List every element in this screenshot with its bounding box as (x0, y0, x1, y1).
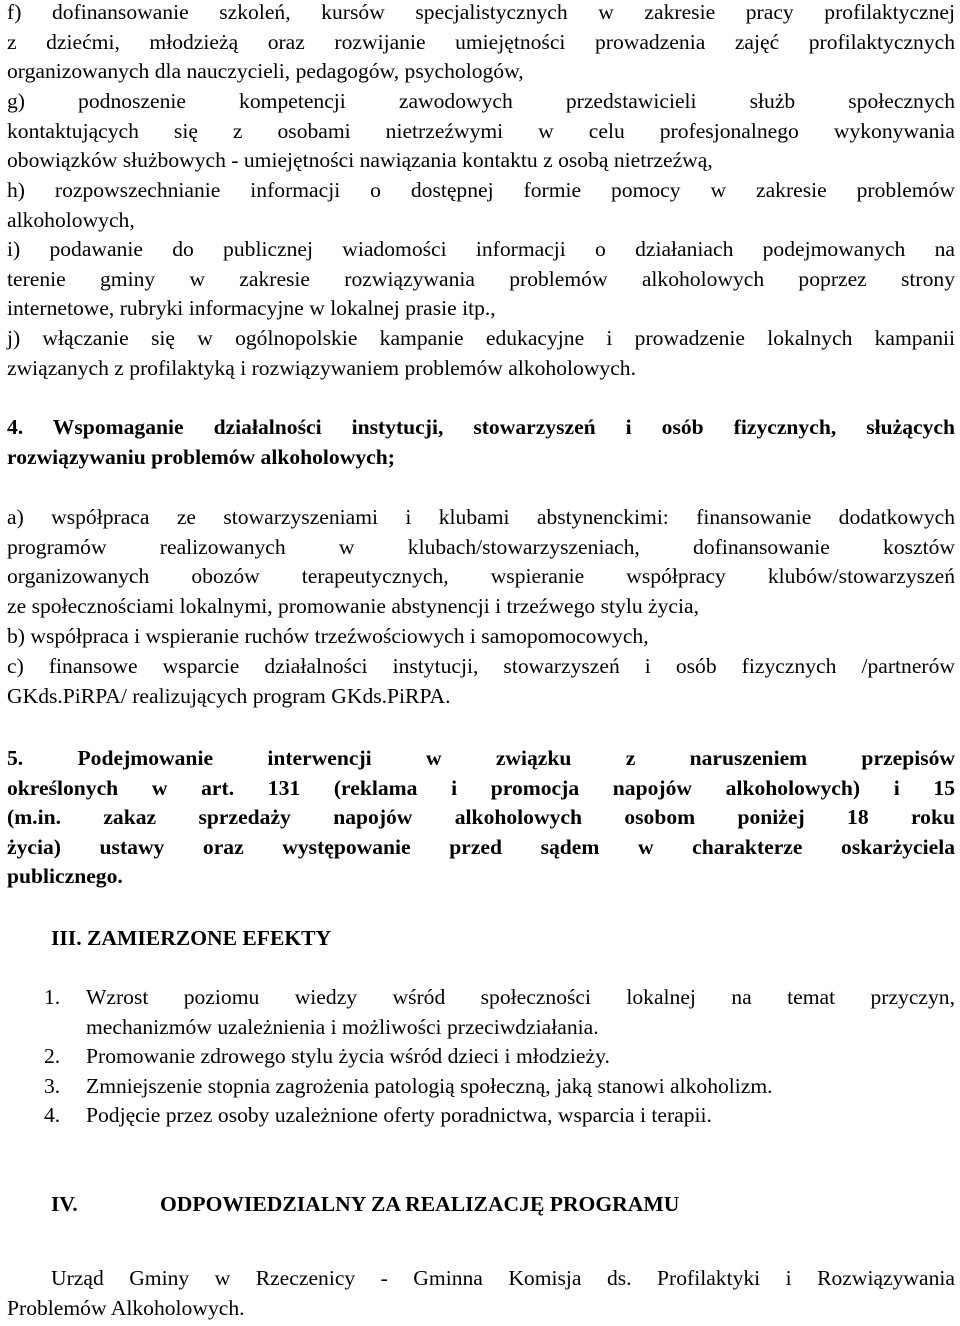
item-4a-line: ze społecznościami lokalnymi, promowanie abstynencji i trzeźwego stylu życia, (7, 593, 699, 618)
item-i-line: internetowe, rubryki informacyjne w lokalnej prasie itp., (7, 296, 496, 321)
item-4c (7, 652, 955, 711)
section-5-line: publicznego. (7, 864, 123, 889)
item-g-line: g) podnoszenie kompetencji zawodowych przedstawicieli służb społecznych (7, 89, 955, 113)
list-item-line: mechanizmów uzależnienia i możliwości przeciwdziałania. (86, 1014, 599, 1039)
section-III-heading (51, 924, 331, 954)
list-item-number: 1. (44, 985, 61, 1009)
item-h-line: h) rozpowszechnianie informacji o dostępnej formie pomocy w zakresie problemów (7, 178, 955, 202)
item-4c-line: GKds.PiRPA/ realizujących program GKds.PiRPA. (7, 683, 451, 708)
section-5-line: (m.in. zakaz sprzedaży napojów alkoholowych osobom poniżej 18 roku (7, 805, 955, 830)
list-item-number: 3. (44, 1073, 61, 1098)
list-item (7, 1042, 955, 1072)
item-j-line: związanych z profilaktyką i rozwiązywaniem problemów alkoholowych. (7, 355, 636, 380)
item-4c-line: c) finansowe wsparcie działalności instytucji, stowarzyszeń i osób fizycznych /partnerów (7, 654, 955, 678)
item-g (7, 87, 955, 176)
section-IV-body-line: Problemów Alkoholowych. (7, 1295, 245, 1320)
list-item-line: Wzrost poziomu wiedzy wśród społeczności lokalnej na temat przyczyn, (86, 985, 955, 1009)
section-5-line: życia) ustawy oraz występowanie przed sądem w charakterze oskarżyciela (7, 834, 955, 859)
section-IV-number: IV. (51, 1192, 78, 1216)
item-4a-line: a) współpraca ze stowarzyszeniami i klubami abstynenckimi: finansowanie dodatkowych (7, 505, 955, 529)
item-h (7, 176, 955, 235)
item-f-line: f) dofinansowanie szkoleń, kursów specjalistycznych w zakresie pracy profilaktycznej (7, 0, 955, 24)
item-i (7, 235, 955, 324)
item-h-line: alkoholowych, (7, 207, 135, 232)
item-g-line: obowiązków służbowych - umiejętności nawiązania kontaktu z osobą nietrzeźwą, (7, 148, 713, 173)
list-item-number: 2. (44, 1044, 61, 1069)
section-4-heading (7, 413, 955, 472)
item-4a-line: organizowanych obozów terapeutycznych, wspieranie współpracy klubów/stowarzyszeń (7, 564, 955, 589)
item-4b-line: b) współpraca i wspieranie ruchów trzeźwościowych i samopomocowych, (7, 624, 649, 648)
effects-list (7, 983, 955, 1131)
item-i-line: i) podawanie do publicznej wiadomości informacji o działaniach podejmowanych na (7, 237, 955, 261)
section-4-heading-line: 4. Wspomaganie działalności instytucji, stowarzyszeń i osób fizycznych, służących (7, 415, 955, 439)
section-IV-body-line: Urząd Gminy w Rzeczenicy - Gminna Komisja ds. Profilaktyki i Rozwiązywania (51, 1266, 955, 1290)
item-g-line: kontaktujących się z osobami nietrzeźwymi w celu profesjonalnego wykonywania (7, 118, 955, 143)
item-j-line: j) włączanie się w ogólnopolskie kampanie edukacyjne i prowadzenie lokalnych kampanii (7, 326, 955, 350)
list-item (7, 1072, 955, 1102)
list-item-number: 4. (44, 1103, 61, 1128)
section-5-line: 5. Podejmowanie interwencji w związku z naruszeniem przepisów (7, 746, 955, 770)
item-4b (7, 622, 955, 652)
item-4a (7, 503, 955, 621)
item-i-line: terenie gminy w zakresie rozwiązywania problemów alkoholowych poprzez strony (7, 266, 955, 291)
list-item-line: Podjęcie przez osoby uzależnione oferty poradnictwa, wsparcia i terapii. (86, 1103, 712, 1128)
section-5-line: określonych w art. 131 (reklama i promocja napojów alkoholowych) i 15 (7, 775, 955, 800)
item-f-line: z dziećmi, młodzieżą oraz rozwijanie umiejętności prowadzenia zajęć profilaktycznych (7, 29, 955, 54)
list-item-line: Promowanie zdrowego stylu życia wśród dzieci i młodzieży. (86, 1044, 610, 1069)
item-f-line: organizowanych dla nauczycieli, pedagogów, psychologów, (7, 59, 524, 84)
section-5-heading (7, 744, 955, 892)
section-III-title: III. ZAMIERZONE EFEKTY (51, 926, 332, 950)
item-4a-line: programów realizowanych w klubach/stowarzyszeniach, dofinansowanie kosztów (7, 534, 955, 559)
section-4-heading-line: rozwiązywaniu problemów alkoholowych; (7, 444, 395, 469)
section-IV-body (7, 1264, 955, 1323)
list-item-line: Zmniejszenie stopnia zagrożenia patologią społeczną, jaką stanowi alkoholizm. (86, 1073, 773, 1098)
list-item (7, 983, 955, 1042)
item-f (7, 0, 955, 87)
list-item (7, 1101, 955, 1131)
section-IV-title: ODPOWIEDZIALNY ZA REALIZACJĘ PROGRAMU (160, 1192, 680, 1216)
item-j (7, 324, 955, 383)
